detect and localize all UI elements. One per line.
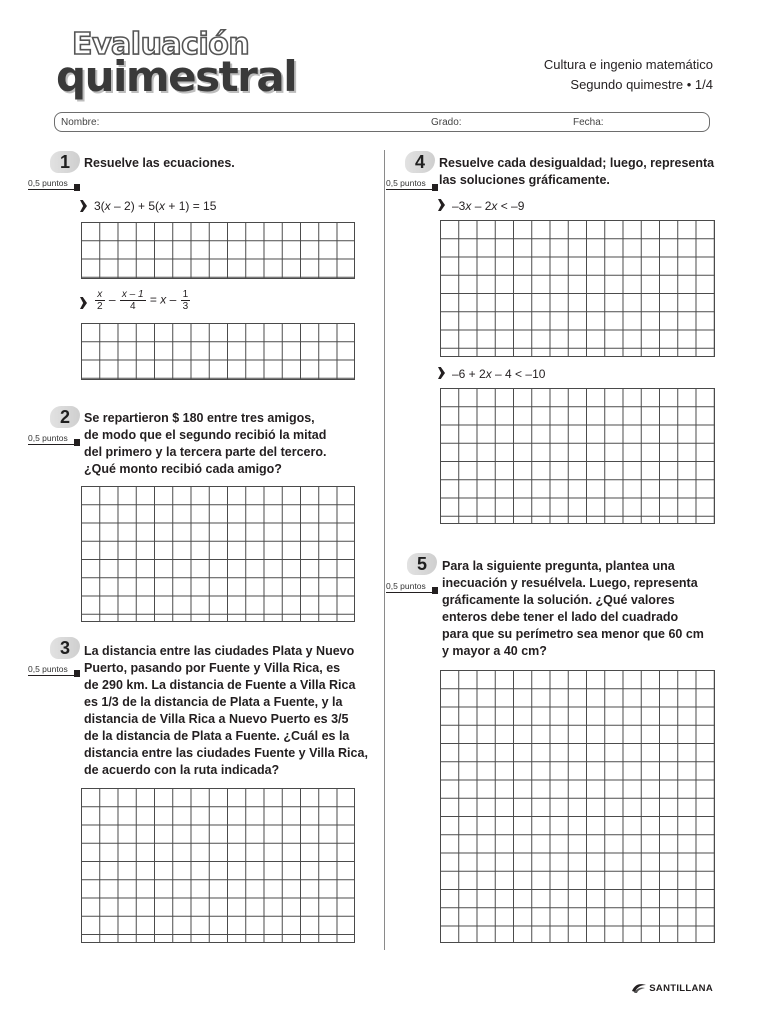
answer-grid[interactable]	[81, 486, 355, 622]
logo-title-line2: quimestral	[56, 52, 297, 101]
answer-grid[interactable]	[440, 670, 715, 943]
question-number: 3	[59, 638, 70, 658]
inequality-2: –6 + 2x – 4 < –10	[452, 367, 546, 381]
question-text: Resuelve cada desigualdad; luego, representa las soluciones gráficamente.	[439, 156, 715, 187]
name-label: Nombre:	[61, 117, 100, 128]
question-prompt: Resuelve las ecuaciones.	[84, 156, 235, 170]
publisher-emblem-icon	[631, 982, 647, 994]
question-number: 4	[414, 152, 425, 172]
publisher-name: SANTILLANA	[649, 982, 713, 994]
points-label: 0,5 puntos	[28, 433, 74, 445]
equation-2: $\frac{x}{2}$ – $\frac{x - 1}{4}$ = x – $\frac{1}{3}$	[97, 289, 189, 312]
grade-label: Grado:	[431, 117, 462, 128]
points-label: 0,5 puntos	[28, 664, 74, 676]
answer-grid[interactable]	[440, 388, 715, 524]
term-page: Segundo quimestre • 1/4	[570, 77, 713, 92]
points-label: 0,5 puntos	[28, 178, 74, 190]
question-text: Para la siguiente pregunta, plantea una inecuación y resuélvela. Luego, representa gráficamente la solución. ¿Qué valores enteros debe tener el lado del cuadrado para que su perímetro sea menor que 60 cm y mayor a 40 cm?	[442, 559, 704, 658]
student-info-bar	[54, 112, 710, 132]
bullet-icon	[438, 199, 445, 211]
answer-grid[interactable]	[81, 222, 355, 279]
question-text: La distancia entre las ciudades Plata y Nuevo Puerto, pasando por Fuente y Villa Rica, es de 290 km. La distancia de Fuente a Villa Rica es 1/3 de la distancia de Plata a Fuente, y la distancia de Villa Rica a Nuevo Puerto es 3/5 de la distancia de Plata a Fuente. ¿Cuál es la distancia entre las ciudades Fuente y Villa Rica, de acuerdo con la ruta indicada?	[84, 644, 368, 777]
equation-1: 3(x – 2) + 5(x + 1) = 15	[94, 199, 217, 213]
answer-grid[interactable]	[440, 220, 715, 357]
inequality-1: –3x – 2x < –9	[452, 199, 525, 213]
question-text: Se repartieron $ 180 entre tres amigos, de modo que el segundo recibió la mitad del primero y la tercera parte del tercero. ¿Qué monto recibió cada amigo?	[84, 411, 327, 476]
points-label: 0,5 puntos	[386, 581, 432, 593]
answer-grid[interactable]	[81, 788, 355, 943]
question-number: 1	[59, 152, 70, 172]
logo-title-line1: Evaluación	[72, 27, 250, 62]
question-number: 5	[416, 554, 427, 574]
points-label: 0,5 puntos	[386, 178, 432, 190]
question-number: 2	[59, 407, 70, 427]
subject-title: Cultura e ingenio matemático	[543, 57, 713, 72]
bullet-icon	[80, 200, 87, 212]
answer-grid[interactable]	[81, 323, 355, 380]
date-label: Fecha:	[573, 117, 604, 128]
column-divider	[384, 150, 385, 950]
publisher-logo	[631, 982, 713, 994]
bullet-icon	[80, 297, 87, 309]
bullet-icon	[438, 367, 445, 379]
